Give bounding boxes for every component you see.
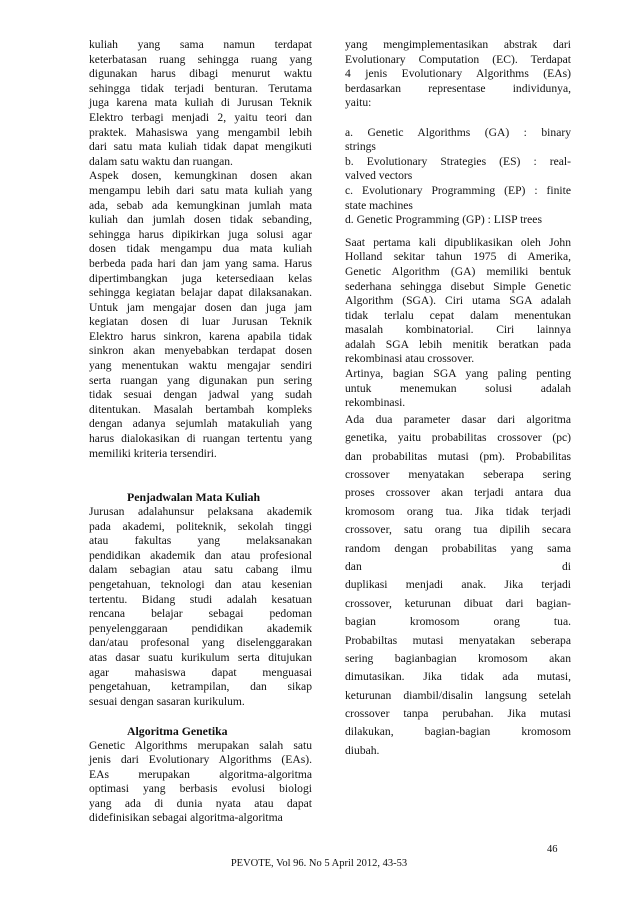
text-line: Algorithm (SGA). Ciri utama SGA adalah — [345, 294, 571, 308]
text-line: random dengan probabilitas yang sama — [345, 541, 571, 555]
text-line: Jurusan adalahunsur pelaksana akademik — [89, 505, 312, 518]
text-line: Holland sekitar tahun 1975 di Amerika, — [345, 250, 571, 264]
left-column — [89, 38, 312, 826]
journal-citation: PEVOTE, Vol 96. No 5 April 2012, 43-53 — [230, 858, 408, 869]
text-line: adalah SGA lebih menitik beratkan pada — [345, 337, 571, 351]
text-line: Genetic Algorithms merupakan salah satu — [89, 738, 312, 752]
text-line: 4 jenis Evolutionary Algorithms (EAs) — [345, 67, 571, 81]
text-line: dengan adanya sejumlah matakuliah yang — [89, 417, 312, 431]
text-line: dosen tidak mengampu dua mata kuliah — [89, 242, 312, 256]
spacer — [345, 228, 571, 236]
text-line: dan/atau profesonal yang diselenggarakan — [89, 636, 312, 650]
text-line: crossover menyatakan seberapa sering — [345, 468, 571, 482]
paragraph-lecturer-aspect — [89, 169, 312, 461]
spacer — [89, 461, 312, 476]
text-line: dalam satu waktu dan ruangan. — [89, 154, 233, 168]
text-line: dalam sebagian atau satu cabang ilmu — [89, 563, 312, 577]
text-line: kegiatan dosen di luar Jurusan Teknik — [89, 315, 312, 329]
text-line: c. Evolutionary Programming (EP) : finite — [345, 183, 571, 197]
text-line: Genetic Algorithm (GA) memiliki bentuk — [345, 264, 571, 278]
text-line: jenis dari Evolutionary Algorithms (EAs). — [89, 753, 312, 767]
paragraph-genetic-algorithms-intro — [89, 739, 312, 827]
text-line: Evolutionary Computation (EC). Terdapat — [345, 52, 571, 66]
text-line: Artinya, bagian SGA yang paling penting — [345, 367, 571, 381]
text-line: pengetahuan, teknologi dan atau kesenian — [89, 577, 312, 591]
text-line: kuliah yang sama namun terdapat — [89, 38, 312, 51]
text-line: rekombinasi atau crossover. — [345, 352, 475, 366]
spacer — [89, 709, 312, 724]
text-line: sehingga tidak terjadi benturan. Terutama — [89, 81, 312, 95]
text-line: yang ada di dunia nyata atau dapat — [89, 796, 312, 810]
text-line: sederhana sehingga disebut Simple Genetic — [345, 279, 571, 293]
text-line: dari satu mata kuliah tidak dapat mengikuti — [89, 140, 312, 154]
text-line: tidak terlalu cepat dalam menentukan — [345, 308, 571, 322]
text-line: Saat pertama kali dipublikasikan oleh John — [345, 235, 571, 249]
text-line: atas dasar suatu kurikulum serta ditujukan — [89, 650, 312, 664]
text-line: berbeda pada hari dan jam yang sama. Harus — [89, 256, 312, 270]
paragraph-sga-recombination — [345, 367, 571, 411]
text-line: pada akademi, politeknik, sekolah tinggi — [89, 519, 312, 533]
text-line: duplikasi menjadi anak. Jika terjadi — [345, 578, 571, 592]
text-line: yang menentukan waktu mengajar sendiri — [89, 359, 312, 373]
text-line: ada, sebab ada kemungkinan jumlah mata — [89, 198, 312, 212]
page-number: 46 — [547, 844, 558, 855]
text-line: EAs merupakan algoritma-algoritma — [89, 767, 312, 781]
text-line: mengampu lebih dari satu mata kuliah yang — [89, 183, 312, 197]
text-line: Elektro terbagi menjadi 2, yaitu teori dan — [89, 110, 312, 124]
section-heading-penjadwalan: Penjadwalan Mata Kuliah — [127, 490, 261, 505]
text-line: praktek. Mahasiswa yang mengambil lebih — [89, 125, 312, 139]
text-line: harus dialokasikan di ruangan tertentu yang — [89, 432, 312, 446]
text-line: sehingga harus dipikirkan juga solusi agar — [89, 227, 312, 241]
text-line: rencana belajar sebagai pedoman — [89, 607, 312, 621]
paragraph-scheduling-constraints — [89, 38, 312, 169]
text-line: a. Genetic Algorithms (GA) : binary — [345, 125, 571, 139]
text-line: yang mengimplementasikan abstrak dari — [345, 38, 571, 51]
text-line: tidak sesuai dengan jadwal yang sudah — [89, 388, 312, 402]
text-line: masalah kombinatorial. Ciri lainnya — [345, 323, 571, 337]
text-line: sehingga kegiatan belajar dapat dilaksanakan. — [89, 286, 312, 300]
text-line: rekombinasi. — [345, 396, 406, 410]
spacer — [345, 111, 571, 126]
text-line: Aspek dosen, kemungkinan dosen akan — [89, 169, 312, 183]
section-heading-algoritma-genetika: Algoritma Genetika — [127, 723, 228, 738]
list-item — [345, 155, 571, 184]
text-line: digunakan harus dibagi menurut waktu — [89, 67, 312, 81]
text-line: pengetahuan, ketrampilan, dan sikap — [89, 680, 312, 694]
list-item — [345, 184, 571, 213]
text-line: ditentukan. Masalah bertambah kompleks — [89, 402, 312, 416]
text-line: crossover, keturunan dibuat dari bagian- — [345, 596, 571, 610]
text-line: b. Evolutionary Strategies (ES) : real- — [345, 154, 571, 168]
text-line: sinkron akan menyebabkan terdapat dosen — [89, 344, 312, 358]
text-line: Probabiltas mutasi menyatakan seberapa — [345, 633, 571, 647]
text-line: agar mahasiswa dapat menguasai — [89, 665, 312, 679]
text-line: kromosom orang tua. Jika tidak terjadi — [345, 504, 571, 518]
list-item — [345, 126, 571, 155]
text-line: Elektro harus sinkron, karena apabila tidak — [89, 329, 312, 343]
text-line: d. Genetic Programming (GP) : LISP trees — [345, 213, 542, 227]
text-line: crossover tanpa perubahan. Jika mutasi — [345, 707, 571, 721]
text-line: proses crossover akan terjadi antara dua — [345, 486, 571, 500]
text-line: sesuai dengan sasaran kurikulum. — [89, 694, 245, 708]
text-line: atau fakultas yang melaksanakan — [89, 534, 312, 548]
right-column — [345, 38, 571, 760]
text-line: dan probabilitas mutasi (pm). Probabilitas — [345, 449, 571, 463]
text-line: sering bagianbagian kromosom akan — [345, 651, 571, 665]
text-line: optimasi yang berbasis evolusi biologi — [89, 782, 312, 796]
text-line: dan di — [345, 559, 571, 573]
text-line: state machines — [345, 198, 413, 212]
text-line: genetika, yaitu probabilitas crossover (pc) — [345, 431, 571, 445]
text-line: tertentu. Bidang studi adalah kesatuan — [89, 592, 312, 606]
paragraph-ga-parameters — [345, 411, 571, 760]
text-line: dilakukan, bagian-bagian kromosom — [345, 725, 571, 739]
text-line: penyelenggaraan pendidikan akademik — [89, 621, 312, 635]
text-line: serta ruangan yang digunakan pun sering — [89, 373, 312, 387]
text-line: keturunan diambil/disalin langsung setelah — [345, 688, 571, 702]
paragraph-ea-types-intro — [345, 38, 571, 111]
text-line: yaitu: — [345, 96, 372, 110]
ea-types-list — [345, 126, 571, 228]
list-item — [345, 213, 571, 228]
text-line: dipertimbangkan juga ketersediaan kelas — [89, 271, 312, 285]
text-line: Untuk jam mengajar dosen dan juga jam — [89, 300, 312, 314]
text-line: dimutasikan. Jika tidak ada mutasi, — [345, 670, 571, 684]
text-line: juga karena mata kuliah di Jurusan Teknik — [89, 96, 312, 110]
text-line: memiliki kriteria tersendiri. — [89, 446, 217, 460]
text-line: berdasarkan representase individunya, — [345, 81, 571, 95]
text-line: strings — [345, 140, 376, 154]
paragraph-sga-history — [345, 236, 571, 367]
text-line: pendidikan akademik dan atau profesional — [89, 548, 312, 562]
text-line: diubah. — [345, 743, 380, 757]
text-line: valved vectors — [345, 169, 413, 183]
spacer — [89, 476, 312, 491]
paragraph-jurusan-definition — [89, 505, 312, 709]
text-line: didefinisikan sebagai algoritma-algoritma — [89, 811, 283, 825]
text-line: untuk menemukan solusi adalah — [345, 381, 571, 395]
text-line: keterbatasan ruang sehingga ruang yang — [89, 52, 312, 66]
text-line: crossover, satu orang tua dipilih secara — [345, 523, 571, 537]
text-line: kuliah dan jumlah dosen tidak sebanding, — [89, 213, 312, 227]
text-line: Ada dua parameter dasar dari algoritma — [345, 412, 571, 426]
text-line: bagian kromosom orang tua. — [345, 615, 571, 629]
